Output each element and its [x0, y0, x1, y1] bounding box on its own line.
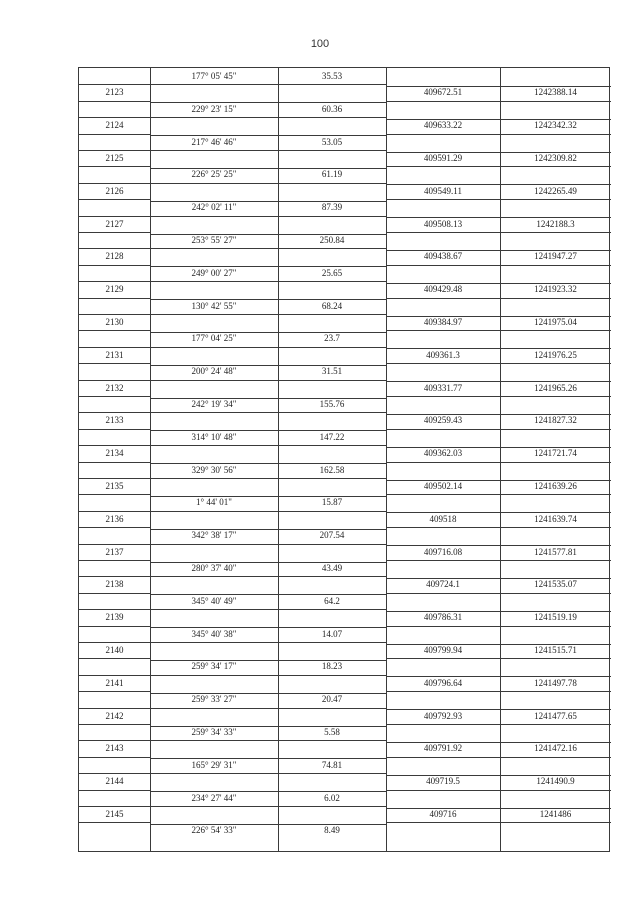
- x-coordinate-cell: 409591.29: [423, 153, 463, 163]
- page-number: 100: [310, 38, 330, 50]
- point-number-cell: 2127: [105, 218, 124, 229]
- x-coordinate-cell: 409429.48: [423, 284, 463, 295]
- row-divider: [386, 381, 611, 382]
- row-divider: [79, 593, 150, 594]
- row-divider: [386, 494, 611, 495]
- row-divider: [150, 183, 386, 184]
- row-divider: [79, 658, 150, 659]
- bearing-cell: 314° 10' 48": [191, 431, 237, 442]
- distance-cell: 60.36: [321, 103, 343, 114]
- row-divider: [79, 412, 150, 413]
- row-divider: [386, 626, 611, 627]
- row-divider: [79, 626, 150, 627]
- row-divider: [79, 330, 150, 331]
- row-divider: [386, 593, 611, 594]
- row-divider: [150, 544, 386, 545]
- point-number-cell: 2134: [105, 448, 124, 459]
- x-coordinate-cell: 409259.43: [423, 415, 463, 426]
- row-divider: [79, 199, 150, 200]
- y-coordinate-cell: 1241975.04: [534, 317, 577, 327]
- x-coordinate-cell: 409633.22: [423, 120, 463, 131]
- row-divider: [150, 609, 386, 610]
- bearing-cell: 253° 55' 27": [191, 235, 237, 245]
- bearing-cell: 229° 23' 15": [191, 103, 237, 114]
- row-divider: [150, 102, 386, 103]
- x-coordinate-cell: 409672.51: [423, 87, 463, 98]
- y-coordinate-cell: 1241976.25: [534, 349, 577, 360]
- row-divider: [79, 117, 150, 118]
- y-coordinate-cell: 1242265.49: [534, 185, 577, 196]
- distance-cell: 15.87: [321, 497, 343, 508]
- bearing-cell: 249° 00' 27": [191, 267, 237, 278]
- row-divider: [150, 314, 386, 315]
- y-coordinate-cell: 1241947.27: [534, 251, 577, 262]
- row-divider: [386, 560, 611, 561]
- row-divider: [386, 217, 611, 218]
- row-divider: [150, 430, 386, 431]
- row-divider: [386, 101, 611, 102]
- row-divider: [79, 462, 150, 463]
- row-divider: [79, 773, 150, 774]
- row-divider: [150, 824, 386, 825]
- x-coordinate-cell: 409796.64: [423, 677, 463, 688]
- row-divider: [386, 775, 611, 776]
- x-coordinate-cell: 409361.3: [426, 349, 460, 360]
- bearing-cell: 217° 46' 46": [191, 136, 237, 147]
- x-coordinate-cell: 409384.97: [423, 317, 463, 327]
- row-divider: [79, 675, 150, 676]
- row-divider: [150, 412, 386, 413]
- distance-cell: 43.49: [321, 563, 343, 573]
- x-coordinate-cell: 409786.31: [423, 612, 463, 623]
- row-divider: [79, 790, 150, 791]
- point-number-cell: 2132: [105, 382, 124, 393]
- y-coordinate-cell: 1241515.71: [534, 645, 577, 655]
- point-number-cell: 2130: [105, 317, 124, 327]
- y-coordinate-cell: 1242309.82: [534, 153, 577, 163]
- y-coordinate-cell: 1242342.32: [534, 120, 577, 131]
- row-divider: [386, 724, 611, 725]
- row-divider: [150, 529, 386, 530]
- row-divider: [79, 314, 150, 315]
- row-divider: [150, 347, 386, 348]
- row-divider: [150, 135, 386, 136]
- row-divider: [386, 611, 611, 612]
- bearing-cell: 165° 29' 31": [191, 759, 237, 770]
- bearing-cell: 259° 33' 27": [191, 694, 237, 705]
- row-divider: [386, 330, 611, 331]
- row-divider: [150, 693, 386, 694]
- distance-cell: 68.24: [321, 300, 343, 311]
- row-divider: [79, 101, 150, 102]
- x-coordinate-cell: 409549.11: [424, 185, 462, 196]
- distance-cell: 6.02: [324, 792, 340, 803]
- row-divider: [150, 398, 386, 399]
- row-divider: [150, 150, 386, 151]
- row-divider: [79, 281, 150, 282]
- y-coordinate-cell: 1241497.78: [534, 677, 577, 688]
- distance-cell: 35.53: [321, 71, 343, 81]
- row-divider: [79, 298, 150, 299]
- row-divider: [386, 199, 611, 200]
- row-divider: [150, 740, 386, 741]
- point-number-cell: 2125: [105, 153, 124, 163]
- row-divider: [79, 183, 150, 184]
- row-divider: [150, 248, 386, 249]
- row-divider: [79, 429, 150, 430]
- row-divider: [386, 414, 611, 415]
- distance-cell: 250.84: [319, 235, 345, 245]
- point-number-cell: 2142: [105, 710, 124, 721]
- y-coordinate-cell: 1241577.81: [534, 546, 577, 557]
- row-divider: [386, 808, 611, 809]
- point-number-cell: 2137: [105, 546, 124, 557]
- y-coordinate-cell: 1241519.19: [534, 612, 577, 623]
- row-divider: [79, 150, 150, 151]
- row-divider: [386, 298, 611, 299]
- row-divider: [150, 365, 386, 366]
- bearing-cell: 259° 34' 17": [191, 661, 237, 672]
- x-coordinate-cell: 409799.94: [423, 645, 463, 655]
- row-divider: [150, 201, 386, 202]
- row-divider: [79, 380, 150, 381]
- row-divider: [386, 265, 611, 266]
- row-divider: [150, 594, 386, 595]
- row-divider: [150, 281, 386, 282]
- row-divider: [386, 429, 611, 430]
- row-divider: [79, 265, 150, 266]
- row-divider: [386, 232, 611, 233]
- x-coordinate-cell: 409716: [429, 809, 457, 819]
- row-divider: [79, 445, 150, 446]
- row-divider: [79, 609, 150, 610]
- row-divider: [150, 708, 386, 709]
- distance-cell: 61.19: [321, 169, 343, 180]
- row-divider: [150, 726, 386, 727]
- row-divider: [79, 511, 150, 512]
- x-coordinate-cell: 409331.77: [423, 382, 463, 393]
- bearing-cell: 329° 30' 56": [191, 464, 237, 475]
- bearing-cell: 345° 40' 49": [191, 595, 237, 606]
- distance-cell: 162.58: [319, 464, 345, 475]
- point-number-cell: 2124: [105, 120, 124, 131]
- row-divider: [386, 527, 611, 528]
- point-number-cell: 2145: [105, 809, 124, 819]
- row-divider: [386, 691, 611, 692]
- y-coordinate-cell: 1241827.32: [534, 415, 577, 426]
- distance-cell: 147.22: [319, 431, 345, 442]
- row-divider: [79, 166, 150, 167]
- row-divider: [150, 496, 386, 497]
- bearing-cell: 242° 02' 11": [191, 202, 237, 213]
- row-divider: [79, 232, 150, 233]
- row-divider: [150, 380, 386, 381]
- point-number-cell: 2123: [105, 87, 124, 98]
- y-coordinate-cell: 1241535.07: [534, 579, 577, 590]
- row-divider: [79, 806, 150, 807]
- bearing-cell: 280° 37' 40": [191, 563, 237, 573]
- row-divider: [79, 478, 150, 479]
- row-divider: [79, 642, 150, 643]
- row-divider: [386, 822, 611, 823]
- bearing-cell: 259° 34' 33": [191, 727, 237, 737]
- bearing-cell: 226° 25' 25": [191, 169, 237, 180]
- row-divider: [79, 691, 150, 692]
- row-divider: [150, 576, 386, 577]
- row-divider: [79, 527, 150, 528]
- point-number-cell: 2136: [105, 513, 124, 524]
- y-coordinate-cell: 1241923.32: [534, 284, 577, 295]
- point-number-cell: 2129: [105, 284, 124, 295]
- distance-cell: 155.76: [319, 399, 345, 409]
- x-coordinate-cell: 409518: [429, 513, 457, 524]
- row-divider: [79, 216, 150, 217]
- row-divider: [150, 299, 386, 300]
- row-divider: [386, 283, 611, 284]
- row-divider: [79, 363, 150, 364]
- row-divider: [79, 347, 150, 348]
- survey-table: [78, 67, 610, 852]
- bearing-cell: 342° 38' 17": [191, 530, 237, 541]
- point-number-cell: 2126: [105, 185, 124, 196]
- row-divider: [386, 545, 611, 546]
- x-coordinate-cell: 409362.03: [423, 448, 463, 459]
- x-coordinate-cell: 409716.08: [423, 546, 463, 557]
- row-divider: [386, 396, 611, 397]
- distance-cell: 23.7: [324, 333, 340, 344]
- row-divider: [386, 316, 611, 317]
- row-divider: [150, 168, 386, 169]
- y-coordinate-cell: 1242188.3: [536, 218, 575, 229]
- distance-cell: 53.05: [321, 136, 343, 147]
- row-divider: [150, 627, 386, 628]
- row-divider: [79, 494, 150, 495]
- row-divider: [150, 562, 386, 563]
- x-coordinate-cell: 409791.92: [423, 743, 463, 754]
- row-divider: [150, 642, 386, 643]
- row-divider: [79, 708, 150, 709]
- row-divider: [150, 117, 386, 118]
- row-divider: [150, 266, 386, 267]
- row-divider: [386, 709, 611, 710]
- row-divider: [386, 119, 611, 120]
- x-coordinate-cell: 409792.93: [423, 710, 463, 721]
- bearing-cell: 177° 04' 25": [191, 333, 237, 344]
- row-divider: [79, 248, 150, 249]
- distance-cell: 74.81: [321, 759, 343, 770]
- point-number-cell: 2133: [105, 415, 124, 426]
- row-divider: [150, 84, 386, 85]
- x-coordinate-cell: 409502.14: [423, 481, 463, 491]
- row-divider: [150, 478, 386, 479]
- point-number-cell: 2139: [105, 612, 124, 623]
- row-divider: [150, 791, 386, 792]
- row-divider: [386, 462, 611, 463]
- y-coordinate-cell: 1241965.26: [534, 382, 577, 393]
- row-divider: [150, 332, 386, 333]
- y-coordinate-cell: 1241639.74: [534, 513, 577, 524]
- row-divider: [386, 757, 611, 758]
- y-coordinate-cell: 1241477.65: [534, 710, 577, 721]
- row-divider: [79, 396, 150, 397]
- row-divider: [79, 84, 150, 85]
- row-divider: [79, 822, 150, 823]
- row-divider: [150, 445, 386, 446]
- row-divider: [150, 660, 386, 661]
- bearing-cell: 200° 24' 48": [191, 366, 237, 377]
- row-divider: [79, 134, 150, 135]
- row-divider: [386, 644, 611, 645]
- row-divider: [150, 806, 386, 807]
- row-divider: [386, 86, 611, 87]
- y-coordinate-cell: 1241490.9: [536, 776, 575, 787]
- row-divider: [386, 348, 611, 349]
- point-number-cell: 2143: [105, 743, 124, 754]
- distance-cell: 207.54: [319, 530, 345, 541]
- bearing-cell: 130° 42' 55": [191, 300, 237, 311]
- row-divider: [386, 184, 611, 185]
- y-coordinate-cell: 1241721.74: [534, 448, 577, 459]
- distance-cell: 14.07: [321, 628, 343, 639]
- row-divider: [150, 511, 386, 512]
- x-coordinate-cell: 409724.1: [426, 579, 460, 590]
- row-divider: [150, 234, 386, 235]
- row-divider: [386, 250, 611, 251]
- point-number-cell: 2131: [105, 349, 124, 360]
- row-divider: [79, 757, 150, 758]
- x-coordinate-cell: 409719.5: [426, 776, 460, 787]
- distance-cell: 87.39: [321, 202, 343, 213]
- distance-cell: 5.58: [324, 727, 340, 737]
- bearing-cell: 226° 54' 33": [191, 825, 237, 836]
- row-divider: [386, 152, 611, 153]
- distance-cell: 31.51: [321, 366, 343, 377]
- distance-cell: 20.47: [321, 694, 343, 705]
- y-coordinate-cell: 1241486: [539, 809, 572, 819]
- row-divider: [386, 658, 611, 659]
- distance-cell: 25.65: [321, 267, 343, 278]
- row-divider: [150, 216, 386, 217]
- row-divider: [150, 773, 386, 774]
- bearing-cell: 242° 19' 34": [191, 399, 237, 409]
- distance-cell: 64.2: [324, 595, 340, 606]
- row-divider: [386, 480, 611, 481]
- point-number-cell: 2135: [105, 481, 124, 491]
- row-divider: [386, 447, 611, 448]
- row-divider: [79, 544, 150, 545]
- row-divider: [79, 740, 150, 741]
- point-number-cell: 2140: [105, 645, 124, 655]
- y-coordinate-cell: 1241639.26: [534, 481, 577, 491]
- point-number-cell: 2141: [105, 677, 124, 688]
- row-divider: [386, 742, 611, 743]
- bearing-cell: 177° 05' 45": [191, 71, 237, 81]
- distance-cell: 8.49: [324, 825, 340, 836]
- distance-cell: 18.23: [321, 661, 343, 672]
- row-divider: [386, 363, 611, 364]
- x-coordinate-cell: 409438.67: [423, 251, 463, 262]
- row-divider: [150, 463, 386, 464]
- y-coordinate-cell: 1241472.16: [534, 743, 577, 754]
- row-divider: [386, 676, 611, 677]
- row-divider: [150, 675, 386, 676]
- row-divider: [386, 790, 611, 791]
- bearing-cell: 345° 40' 38": [191, 628, 237, 639]
- point-number-cell: 2128: [105, 251, 124, 262]
- row-divider: [79, 560, 150, 561]
- row-divider: [386, 166, 611, 167]
- point-number-cell: 2144: [105, 776, 124, 787]
- row-divider: [150, 758, 386, 759]
- bearing-cell: 234° 27' 44": [191, 792, 237, 803]
- bearing-cell: 1° 44' 01": [196, 497, 232, 508]
- row-divider: [386, 578, 611, 579]
- row-divider: [79, 576, 150, 577]
- point-number-cell: 2138: [105, 579, 124, 590]
- row-divider: [79, 724, 150, 725]
- row-divider: [386, 134, 611, 135]
- row-divider: [386, 512, 611, 513]
- y-coordinate-cell: 1242388.14: [534, 87, 577, 98]
- x-coordinate-cell: 409508.13: [423, 218, 463, 229]
